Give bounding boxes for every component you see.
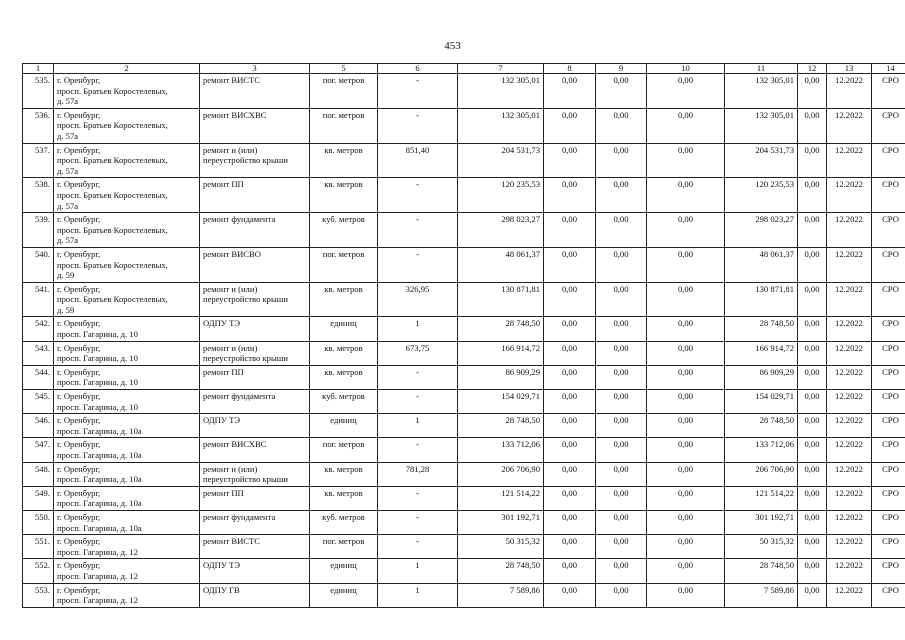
work-type-cell: ремонт и (или) переустройство крыши: [200, 143, 310, 178]
cost-col-8-cell: 0,00: [544, 247, 596, 282]
cost-col-10-cell: 0,00: [647, 390, 725, 414]
cost-col-8-cell: 0,00: [544, 143, 596, 178]
quantity-cell: 781,28: [378, 462, 458, 486]
column-header: 14: [872, 64, 905, 74]
address-cell: г. Оренбург, просп. Гагарина, д. 10а: [54, 486, 200, 510]
table-body: [23, 74, 905, 608]
row-number: 553.: [23, 583, 54, 607]
work-type-cell: ремонт и (или) переустройство крыши: [200, 462, 310, 486]
completion-date-cell: 12.2022: [827, 247, 872, 282]
cost-col-11-cell: 121 514,22: [725, 486, 798, 510]
cost-col-9-cell: 0,00: [596, 317, 647, 341]
fund-type-cell: СРО: [872, 535, 905, 559]
cost-col-8-cell: 0,00: [544, 414, 596, 438]
table-row: [23, 462, 905, 486]
cost-col-12-cell: 0,00: [798, 143, 827, 178]
cost-col-9-cell: 0,00: [596, 390, 647, 414]
address-cell: г. Оренбург, просп. Гагарина, д. 12: [54, 535, 200, 559]
work-type-cell: ремонт и (или) переустройство крыши: [200, 282, 310, 317]
total-cost-cell: 133 712,06: [458, 438, 544, 462]
work-type-cell: ремонт фундамента: [200, 390, 310, 414]
work-type-cell: ремонт ВИСХВС: [200, 438, 310, 462]
work-type-cell: ремонт ВИСВО: [200, 247, 310, 282]
work-type-cell: ремонт ВИСТС: [200, 535, 310, 559]
cost-col-10-cell: 0,00: [647, 438, 725, 462]
row-number: 540.: [23, 247, 54, 282]
column-header: 10: [647, 64, 725, 74]
cost-col-9-cell: 0,00: [596, 213, 647, 248]
cost-col-9-cell: 0,00: [596, 74, 647, 109]
work-type-cell: ОДПУ ГВ: [200, 583, 310, 607]
row-number: 538.: [23, 178, 54, 213]
cost-col-12-cell: 0,00: [798, 583, 827, 607]
cost-col-9-cell: 0,00: [596, 559, 647, 583]
row-number: 541.: [23, 282, 54, 317]
address-cell: г. Оренбург, просп. Гагарина, д. 10: [54, 341, 200, 365]
quantity-cell: -: [378, 390, 458, 414]
cost-col-9-cell: 0,00: [596, 462, 647, 486]
table-row: [23, 390, 905, 414]
total-cost-cell: 166 914,72: [458, 341, 544, 365]
table-row: [23, 365, 905, 389]
cost-col-10-cell: 0,00: [647, 559, 725, 583]
row-number: 545.: [23, 390, 54, 414]
table-row: [23, 341, 905, 365]
cost-col-8-cell: 0,00: [544, 108, 596, 143]
completion-date-cell: 12.2022: [827, 282, 872, 317]
fund-type-cell: СРО: [872, 178, 905, 213]
cost-col-12-cell: 0,00: [798, 559, 827, 583]
cost-col-9-cell: 0,00: [596, 108, 647, 143]
unit-cell: пог. метров: [310, 74, 378, 109]
cost-col-11-cell: 86 909,29: [725, 365, 798, 389]
table-row: [23, 247, 905, 282]
cost-col-12-cell: 0,00: [798, 486, 827, 510]
completion-date-cell: 12.2022: [827, 583, 872, 607]
completion-date-cell: 12.2022: [827, 178, 872, 213]
column-header: 13: [827, 64, 872, 74]
unit-cell: пог. метров: [310, 108, 378, 143]
cost-col-12-cell: 0,00: [798, 213, 827, 248]
unit-cell: единиц: [310, 317, 378, 341]
cost-col-11-cell: 28 748,50: [725, 559, 798, 583]
cost-col-11-cell: 48 061,37: [725, 247, 798, 282]
cost-col-8-cell: 0,00: [544, 559, 596, 583]
cost-col-9-cell: 0,00: [596, 486, 647, 510]
work-type-cell: ремонт ПП: [200, 365, 310, 389]
row-number: 542.: [23, 317, 54, 341]
cost-col-11-cell: 120 235,53: [725, 178, 798, 213]
completion-date-cell: 12.2022: [827, 213, 872, 248]
row-number: 536.: [23, 108, 54, 143]
repair-schedule-table: [22, 63, 905, 608]
table-row: [23, 108, 905, 143]
quantity-cell: 673,75: [378, 341, 458, 365]
quantity-cell: -: [378, 510, 458, 534]
address-cell: г. Оренбург, просп. Гагарина, д. 10а: [54, 462, 200, 486]
unit-cell: единиц: [310, 414, 378, 438]
table-row: [23, 438, 905, 462]
total-cost-cell: 28 748,50: [458, 317, 544, 341]
table-row: [23, 213, 905, 248]
address-cell: г. Оренбург, просп. Братьев Коростелевых, д. 57а: [54, 213, 200, 248]
cost-col-11-cell: 50 315,32: [725, 535, 798, 559]
unit-cell: кв. метров: [310, 462, 378, 486]
fund-type-cell: СРО: [872, 108, 905, 143]
quantity-cell: 851,40: [378, 143, 458, 178]
cost-col-11-cell: 204 531,73: [725, 143, 798, 178]
work-type-cell: ремонт ПП: [200, 486, 310, 510]
column-header: 3: [200, 64, 310, 74]
cost-col-10-cell: 0,00: [647, 341, 725, 365]
table-row: [23, 559, 905, 583]
cost-col-10-cell: 0,00: [647, 178, 725, 213]
unit-cell: кв. метров: [310, 282, 378, 317]
page-number: 453: [444, 40, 461, 52]
quantity-cell: -: [378, 486, 458, 510]
quantity-cell: -: [378, 247, 458, 282]
row-number: 544.: [23, 365, 54, 389]
address-cell: г. Оренбург, просп. Гагарина, д. 10: [54, 365, 200, 389]
address-cell: г. Оренбург, просп. Гагарина, д. 10: [54, 317, 200, 341]
completion-date-cell: 12.2022: [827, 438, 872, 462]
cost-col-8-cell: 0,00: [544, 213, 596, 248]
cost-col-10-cell: 0,00: [647, 247, 725, 282]
cost-col-11-cell: 7 589,86: [725, 583, 798, 607]
cost-col-11-cell: 133 712,06: [725, 438, 798, 462]
completion-date-cell: 12.2022: [827, 317, 872, 341]
cost-col-9-cell: 0,00: [596, 510, 647, 534]
cost-col-10-cell: 0,00: [647, 510, 725, 534]
completion-date-cell: 12.2022: [827, 462, 872, 486]
fund-type-cell: СРО: [872, 559, 905, 583]
quantity-cell: -: [378, 213, 458, 248]
cost-col-10-cell: 0,00: [647, 317, 725, 341]
total-cost-cell: 121 514,22: [458, 486, 544, 510]
cost-col-9-cell: 0,00: [596, 341, 647, 365]
table-row: [23, 74, 905, 109]
cost-col-9-cell: 0,00: [596, 438, 647, 462]
table-row: [23, 143, 905, 178]
cost-col-12-cell: 0,00: [798, 108, 827, 143]
total-cost-cell: 7 589,86: [458, 583, 544, 607]
unit-cell: куб. метров: [310, 510, 378, 534]
cost-col-11-cell: 166 914,72: [725, 341, 798, 365]
address-cell: г. Оренбург, просп. Гагарина, д. 12: [54, 583, 200, 607]
quantity-cell: 326,95: [378, 282, 458, 317]
cost-col-8-cell: 0,00: [544, 282, 596, 317]
cost-col-11-cell: 130 871,81: [725, 282, 798, 317]
cost-col-8-cell: 0,00: [544, 486, 596, 510]
address-cell: г. Оренбург, просп. Братьев Коростелевых, д. 59: [54, 282, 200, 317]
row-number: 539.: [23, 213, 54, 248]
cost-col-9-cell: 0,00: [596, 535, 647, 559]
cost-col-12-cell: 0,00: [798, 282, 827, 317]
cost-col-8-cell: 0,00: [544, 341, 596, 365]
fund-type-cell: СРО: [872, 213, 905, 248]
row-number: 547.: [23, 438, 54, 462]
row-number: 548.: [23, 462, 54, 486]
completion-date-cell: 12.2022: [827, 108, 872, 143]
cost-col-10-cell: 0,00: [647, 143, 725, 178]
completion-date-cell: 12.2022: [827, 74, 872, 109]
column-header: 12: [798, 64, 827, 74]
table-row: [23, 178, 905, 213]
fund-type-cell: СРО: [872, 486, 905, 510]
column-header: 9: [596, 64, 647, 74]
cost-col-11-cell: 154 029,71: [725, 390, 798, 414]
unit-cell: кв. метров: [310, 143, 378, 178]
address-cell: г. Оренбург, просп. Братьев Коростелевых, д. 57а: [54, 143, 200, 178]
work-type-cell: ремонт ПП: [200, 178, 310, 213]
quantity-cell: -: [378, 535, 458, 559]
column-header: 8: [544, 64, 596, 74]
cost-col-11-cell: 132 305,01: [725, 74, 798, 109]
total-cost-cell: 120 235,53: [458, 178, 544, 213]
completion-date-cell: 12.2022: [827, 510, 872, 534]
quantity-cell: 1: [378, 583, 458, 607]
cost-col-10-cell: 0,00: [647, 365, 725, 389]
cost-col-12-cell: 0,00: [798, 74, 827, 109]
row-number: 549.: [23, 486, 54, 510]
unit-cell: пог. метров: [310, 535, 378, 559]
cost-col-8-cell: 0,00: [544, 510, 596, 534]
completion-date-cell: 12.2022: [827, 365, 872, 389]
quantity-cell: -: [378, 365, 458, 389]
unit-cell: куб. метров: [310, 213, 378, 248]
row-number: 543.: [23, 341, 54, 365]
cost-col-11-cell: 301 192,71: [725, 510, 798, 534]
total-cost-cell: 132 305,01: [458, 74, 544, 109]
fund-type-cell: СРО: [872, 74, 905, 109]
row-number: 550.: [23, 510, 54, 534]
total-cost-cell: 204 531,73: [458, 143, 544, 178]
total-cost-cell: 206 706,90: [458, 462, 544, 486]
unit-cell: куб. метров: [310, 390, 378, 414]
work-type-cell: ремонт фундамента: [200, 213, 310, 248]
cost-col-12-cell: 0,00: [798, 438, 827, 462]
address-cell: г. Оренбург, просп. Гагарина, д. 12: [54, 559, 200, 583]
total-cost-cell: 48 061,37: [458, 247, 544, 282]
quantity-cell: -: [378, 108, 458, 143]
cost-col-9-cell: 0,00: [596, 365, 647, 389]
table-row: [23, 282, 905, 317]
column-header: 11: [725, 64, 798, 74]
cost-col-9-cell: 0,00: [596, 247, 647, 282]
cost-col-11-cell: 132 305,01: [725, 108, 798, 143]
cost-col-12-cell: 0,00: [798, 247, 827, 282]
address-cell: г. Оренбург, просп. Гагарина, д. 10а: [54, 438, 200, 462]
cost-col-10-cell: 0,00: [647, 462, 725, 486]
unit-cell: кв. метров: [310, 341, 378, 365]
column-header: 2: [54, 64, 200, 74]
cost-col-12-cell: 0,00: [798, 178, 827, 213]
cost-col-8-cell: 0,00: [544, 462, 596, 486]
address-cell: г. Оренбург, просп. Гагарина, д. 10а: [54, 414, 200, 438]
quantity-cell: -: [378, 438, 458, 462]
fund-type-cell: СРО: [872, 282, 905, 317]
cost-col-10-cell: 0,00: [647, 583, 725, 607]
cost-col-8-cell: 0,00: [544, 390, 596, 414]
cost-col-9-cell: 0,00: [596, 178, 647, 213]
cost-col-8-cell: 0,00: [544, 365, 596, 389]
cost-col-12-cell: 0,00: [798, 414, 827, 438]
work-type-cell: ОДПУ ТЭ: [200, 414, 310, 438]
cost-col-12-cell: 0,00: [798, 535, 827, 559]
fund-type-cell: СРО: [872, 365, 905, 389]
address-cell: г. Оренбург, просп. Гагарина, д. 10а: [54, 510, 200, 534]
column-header: 5: [310, 64, 378, 74]
fund-type-cell: СРО: [872, 341, 905, 365]
cost-col-12-cell: 0,00: [798, 390, 827, 414]
quantity-cell: -: [378, 74, 458, 109]
cost-col-12-cell: 0,00: [798, 365, 827, 389]
unit-cell: пог. метров: [310, 438, 378, 462]
work-type-cell: ремонт и (или) переустройство крыши: [200, 341, 310, 365]
table-row: [23, 583, 905, 607]
fund-type-cell: СРО: [872, 438, 905, 462]
table-row: [23, 486, 905, 510]
unit-cell: пог. метров: [310, 247, 378, 282]
fund-type-cell: СРО: [872, 247, 905, 282]
work-type-cell: ОДПУ ТЭ: [200, 559, 310, 583]
cost-col-8-cell: 0,00: [544, 74, 596, 109]
unit-cell: кв. метров: [310, 486, 378, 510]
total-cost-cell: 130 871,81: [458, 282, 544, 317]
quantity-cell: 1: [378, 317, 458, 341]
fund-type-cell: СРО: [872, 317, 905, 341]
table-row: [23, 510, 905, 534]
address-cell: г. Оренбург, просп. Братьев Коростелевых, д. 57а: [54, 108, 200, 143]
completion-date-cell: 12.2022: [827, 341, 872, 365]
cost-col-11-cell: 206 706,90: [725, 462, 798, 486]
row-number: 552.: [23, 559, 54, 583]
column-header: 6: [378, 64, 458, 74]
cost-col-10-cell: 0,00: [647, 535, 725, 559]
address-cell: г. Оренбург, просп. Братьев Коростелевых, д. 57а: [54, 74, 200, 109]
unit-cell: единиц: [310, 559, 378, 583]
total-cost-cell: 28 748,50: [458, 414, 544, 438]
cost-col-12-cell: 0,00: [798, 462, 827, 486]
completion-date-cell: 12.2022: [827, 486, 872, 510]
fund-type-cell: СРО: [872, 510, 905, 534]
fund-type-cell: СРО: [872, 583, 905, 607]
cost-col-10-cell: 0,00: [647, 74, 725, 109]
fund-type-cell: СРО: [872, 462, 905, 486]
work-type-cell: ремонт ВИСХВС: [200, 108, 310, 143]
cost-col-8-cell: 0,00: [544, 438, 596, 462]
table-row: [23, 535, 905, 559]
cost-col-10-cell: 0,00: [647, 108, 725, 143]
completion-date-cell: 12.2022: [827, 390, 872, 414]
unit-cell: единиц: [310, 583, 378, 607]
total-cost-cell: 28 748,50: [458, 559, 544, 583]
cost-col-11-cell: 28 748,50: [725, 414, 798, 438]
unit-cell: кв. метров: [310, 365, 378, 389]
completion-date-cell: 12.2022: [827, 559, 872, 583]
cost-col-10-cell: 0,00: [647, 213, 725, 248]
table-row: [23, 414, 905, 438]
quantity-cell: 1: [378, 414, 458, 438]
total-cost-cell: 50 315,32: [458, 535, 544, 559]
cost-col-10-cell: 0,00: [647, 486, 725, 510]
cost-col-8-cell: 0,00: [544, 178, 596, 213]
cost-col-9-cell: 0,00: [596, 143, 647, 178]
cost-col-8-cell: 0,00: [544, 535, 596, 559]
cost-col-12-cell: 0,00: [798, 317, 827, 341]
total-cost-cell: 132 305,01: [458, 108, 544, 143]
row-number: 535.: [23, 74, 54, 109]
fund-type-cell: СРО: [872, 414, 905, 438]
quantity-cell: -: [378, 178, 458, 213]
completion-date-cell: 12.2022: [827, 143, 872, 178]
cost-col-11-cell: 298 023,27: [725, 213, 798, 248]
cost-col-11-cell: 28 748,50: [725, 317, 798, 341]
cost-col-12-cell: 0,00: [798, 510, 827, 534]
cost-col-9-cell: 0,00: [596, 583, 647, 607]
fund-type-cell: СРО: [872, 390, 905, 414]
column-header: 1: [23, 64, 54, 74]
cost-col-10-cell: 0,00: [647, 414, 725, 438]
cost-col-12-cell: 0,00: [798, 341, 827, 365]
row-number: 546.: [23, 414, 54, 438]
cost-col-9-cell: 0,00: [596, 282, 647, 317]
row-number: 537.: [23, 143, 54, 178]
total-cost-cell: 298 023,27: [458, 213, 544, 248]
work-type-cell: ОДПУ ТЭ: [200, 317, 310, 341]
total-cost-cell: 301 192,71: [458, 510, 544, 534]
unit-cell: кв. метров: [310, 178, 378, 213]
work-type-cell: ремонт ВИСТС: [200, 74, 310, 109]
total-cost-cell: 86 909,29: [458, 365, 544, 389]
cost-col-10-cell: 0,00: [647, 282, 725, 317]
completion-date-cell: 12.2022: [827, 535, 872, 559]
cost-col-8-cell: 0,00: [544, 583, 596, 607]
table-row: [23, 317, 905, 341]
address-cell: г. Оренбург, просп. Братьев Коростелевых, д. 59: [54, 247, 200, 282]
cost-col-9-cell: 0,00: [596, 414, 647, 438]
fund-type-cell: СРО: [872, 143, 905, 178]
completion-date-cell: 12.2022: [827, 414, 872, 438]
quantity-cell: 1: [378, 559, 458, 583]
work-type-cell: ремонт фундамента: [200, 510, 310, 534]
cost-col-8-cell: 0,00: [544, 317, 596, 341]
column-header: 7: [458, 64, 544, 74]
header-row: [23, 64, 905, 74]
address-cell: г. Оренбург, просп. Братьев Коростелевых, д. 57а: [54, 178, 200, 213]
address-cell: г. Оренбург, просп. Гагарина, д. 10: [54, 390, 200, 414]
row-number: 551.: [23, 535, 54, 559]
total-cost-cell: 154 029,71: [458, 390, 544, 414]
